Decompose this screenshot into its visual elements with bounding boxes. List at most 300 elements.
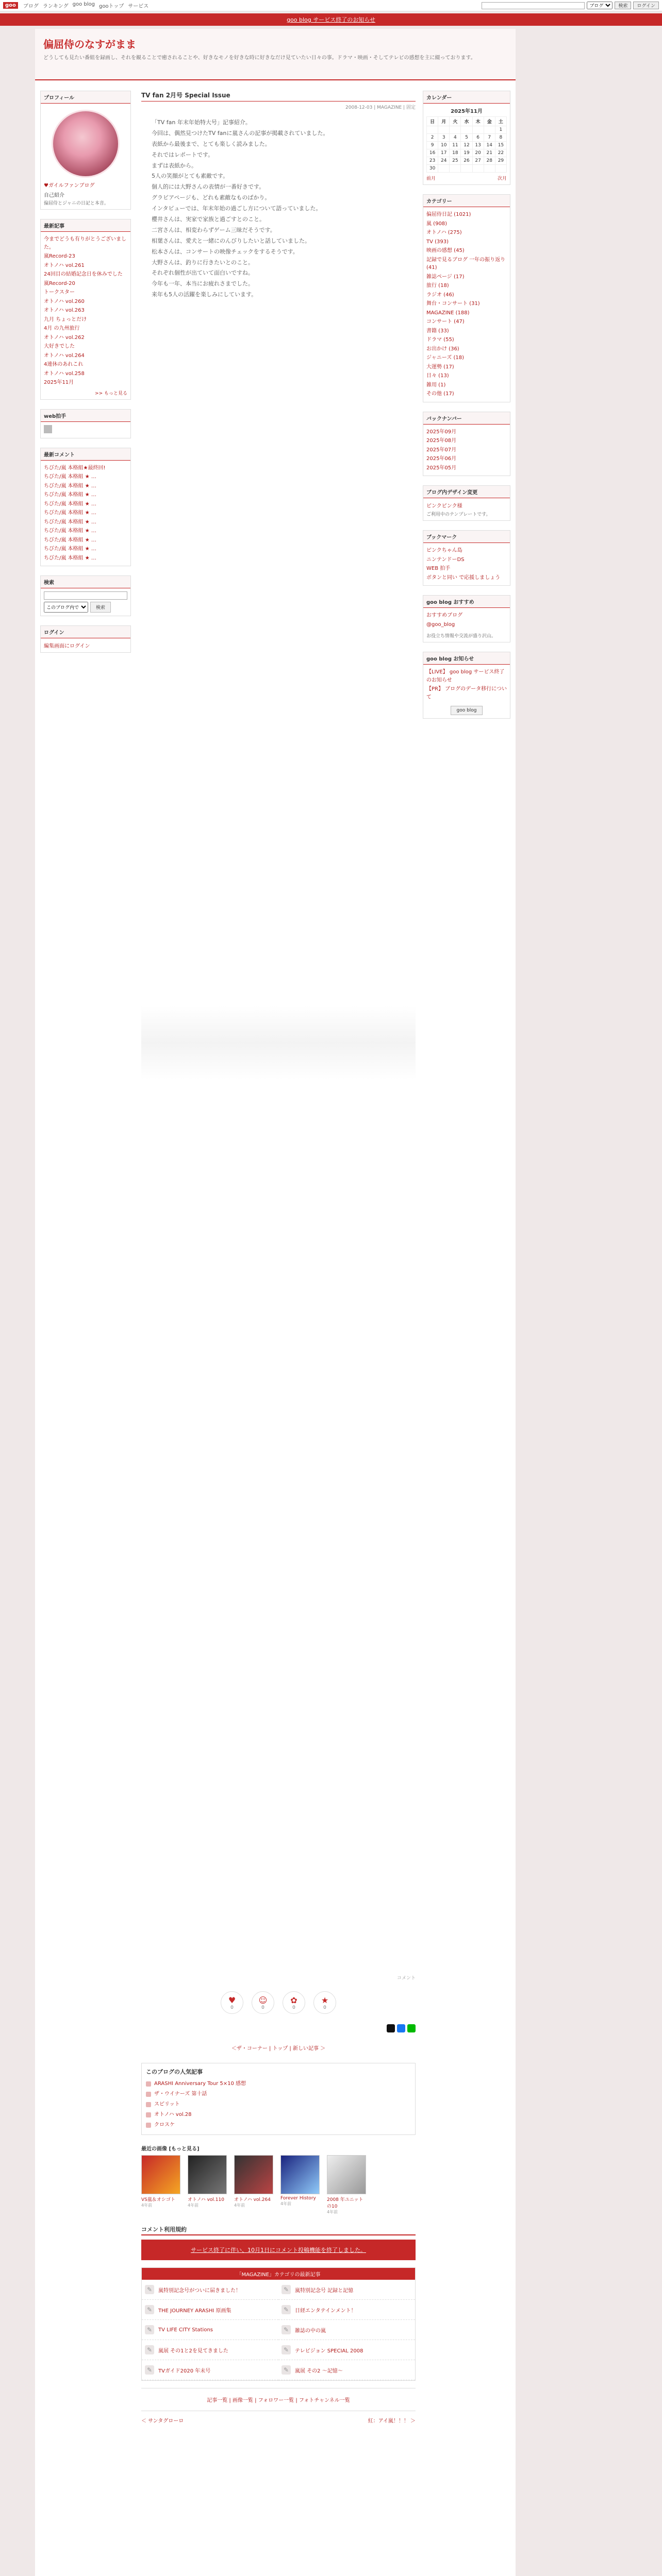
goo-news-list [426,668,507,702]
list-item[interactable]: 2025年09月 [426,429,457,435]
profile-name: 自己紹介 [44,193,64,198]
profile-link[interactable]: ♥ガイルファンブログ [44,183,95,189]
list-item[interactable]: 24回目の結婚記念日を休みでした [44,272,123,277]
category-item[interactable] [278,2300,415,2320]
next-post-link[interactable]: 紅：アイ嵐！！！ ＞ [368,2418,416,2424]
bookmark-list [426,546,507,582]
goo-recommend-text: お役立ち情報や交流が盛り沢山。 [426,634,496,639]
list-item[interactable]: オトノハ vol.263 [44,308,85,313]
left-sidebar [40,91,131,662]
reactions [141,1991,416,2014]
list-item[interactable]: 舞台・コンサート (31) [426,301,480,307]
calendar-day: 23 [427,157,438,165]
category-link[interactable]: THE JOURNEY ARASHI 原画集 [158,2308,231,2314]
share-buttons [141,2024,416,2032]
pencil-icon: ✎ [282,2305,291,2314]
list-item[interactable]: @goo_blog [426,621,455,628]
post-paragraph: 今回は、偶然見つけたTV fanに嵐さんの記事が掲載されていました。 [152,129,329,137]
pencil-icon: ✎ [145,2285,154,2294]
post-meta: 2008-12-03 | MAGAZINE | 固定 [345,105,416,110]
post-pager[interactable]: ＜ザ・コーナー | トップ | 新しい記事 ＞ [231,2046,326,2052]
category-item[interactable] [278,2360,415,2380]
category-link[interactable]: 嵐特別記念号 記録と記憶 [295,2287,354,2294]
calendar-day: 28 [484,157,495,165]
pencil-icon: ✎ [282,2345,291,2354]
category-item[interactable] [278,2320,415,2340]
category-box [423,194,510,402]
comments-heading: 最新コメント [41,448,130,461]
category-item[interactable] [278,2280,415,2300]
calendar-day: 17 [438,149,450,157]
list-item[interactable]: その他 (17) [426,391,454,397]
global-nav [23,2,148,9]
post-paragraph: 松本さんは、コンサートの映像チェックをするそうです。 [152,248,299,255]
calendar-weekday: 日 [427,117,438,126]
recent-comments-box [40,448,131,567]
calendar-day: 16 [427,149,438,157]
pencil-icon: ✎ [282,2365,291,2375]
list-item[interactable]: 【PR】 ブログのデータ移行について [426,686,507,700]
design-box [423,485,510,521]
flower-icon: ✿ [290,1995,297,2005]
goo-news-heading: goo blog お知らせ [423,652,510,665]
calendar-prev[interactable]: 前月 [426,176,436,181]
list-item[interactable]: 日々 (13) [426,373,449,379]
list-item[interactable]: 雑用 (1) [426,382,446,388]
list-item[interactable]: ラジオ (46) [426,292,454,298]
list-item[interactable]: お出かけ (36) [426,346,459,352]
calendar-day: 3 [438,134,450,142]
list-item[interactable]: トークスター [44,290,75,295]
calendar-day: 14 [484,142,495,149]
top-search-button[interactable]: 検索 [615,2,631,9]
thumb-date: 4年前 [141,2203,153,2208]
list-item[interactable]: ちびた/嵐 本格組 ★ … [44,492,96,498]
calendar-day: 20 [472,149,484,157]
pencil-icon: ✎ [282,2325,291,2334]
list-item[interactable]: 嵐 (908) [426,221,448,227]
calendar-day: 4 [450,134,461,142]
goo-logo[interactable]: goo [3,2,18,9]
category-link[interactable]: 雑誌の中の嵐 [295,2328,326,2334]
goo-recommend-heading: goo blog おすすめ [423,596,510,608]
calendar-day: 21 [484,149,495,157]
list-item[interactable]: オトノハ (275) [426,230,462,235]
category-link[interactable]: テレビジョン SPECIAL 2008 [295,2348,363,2354]
bookmark-box [423,530,510,586]
star-icon: ★ [321,1995,329,2005]
list-item[interactable]: コンサート (47) [426,319,465,325]
calendar-heading: カレンダー [423,91,510,104]
bottom-pager [141,2411,416,2429]
archive-heading: バックナンバー [423,412,510,425]
line-share-icon[interactable] [407,2024,416,2032]
calendar-next[interactable]: 次月 [497,176,507,181]
reaction-count: 0 [261,2005,264,2010]
nav-blog[interactable]: ブログ [23,4,39,9]
top-search-scope[interactable] [587,2,613,9]
avatar [52,110,120,178]
profile-heading: プロフィール [41,91,130,104]
recent-posts-box [40,219,131,400]
popular-post-link[interactable]: オトノハ vol.28 [154,2112,192,2117]
list-item[interactable]: 2025年07月 [426,447,457,453]
pencil-icon: ✎ [145,2345,154,2354]
list-item[interactable]: ちびた/嵐 本格組 ★ … [44,519,96,525]
post-icon [146,2081,151,2087]
goo-news-box [423,652,510,719]
post-paragraph: グラビアページも、どれも素敵なものばかり。 [152,194,271,201]
main-content [141,91,416,2429]
post-paragraph: 今年も一年、本当にお疲れさまでした。 [152,280,254,287]
search-heading: 検索 [41,576,130,588]
reaction-count: 0 [323,2005,326,2010]
calendar-day [427,126,438,134]
comments-closed-banner [141,2240,416,2260]
goo-recommend-box [423,595,510,642]
recent-list [44,235,127,387]
smile-icon: ☺ [258,1995,268,2005]
calendar-day [461,126,472,134]
popular-posts-box [141,2063,416,2135]
calendar-day: 5 [461,134,472,142]
calendar-day: 1 [495,126,506,134]
calendar-day: 7 [484,134,495,142]
thumb-caption[interactable]: 2008 年ユニットの10 [327,2197,363,2209]
list-item[interactable]: ピンクちゃん島 [426,548,462,553]
calendar-day: 8 [495,134,506,142]
thumb-date: 4年前 [280,2201,292,2206]
thumb-caption[interactable]: Forever History [280,2196,316,2201]
blog-page [35,29,516,2576]
category-link[interactable]: 嵐展 その2 ～記憶～ [295,2368,343,2374]
category-item[interactable] [142,2340,278,2360]
list-item[interactable]: 記録で見るブログ 一年の振り返り (41) [426,257,506,270]
recent-more-link[interactable]: >> もっと見る [95,391,127,396]
calendar-day: 25 [450,157,461,165]
calendar-day [472,126,484,134]
web-clap-box [40,409,131,438]
thumb-caption[interactable]: VS嵐＆オシゴト [141,2197,175,2202]
prev-post-link[interactable]: ＜ サンタグローロ [141,2418,184,2424]
blog-header [35,29,516,80]
calendar-day: 10 [438,142,450,149]
nav-services[interactable]: サービス [128,4,149,9]
list-item[interactable]: 嵐Record-23 [44,253,75,259]
top-search [482,2,659,9]
thumb-image[interactable] [188,2155,227,2194]
thumb-date: 4年前 [327,2210,338,2214]
nav-ranking[interactable]: ランキング [42,4,69,9]
list-item[interactable]: 書籍 (33) [426,328,449,334]
list-item[interactable]: おすすめブログ [426,613,463,618]
recent-images [141,2144,416,2215]
list-item[interactable]: 4連休のあれこれ [44,362,84,367]
list-item[interactable]: ちびた/嵐 本格組★最終回! [44,465,106,471]
goo-recommend-list [426,611,507,629]
search-scope-select[interactable] [44,602,88,613]
calendar-box [423,91,510,185]
calendar-weekday: 火 [450,117,461,126]
popular-post-link[interactable]: ザ・ウイナーズ 第十話 [154,2091,207,2097]
list-item[interactable]: ちびた/嵐 本格組 ★ … [44,501,96,507]
top-login-button[interactable]: ログイン [633,2,659,9]
list-item[interactable]: ちびた/嵐 本格組 ★ … [44,555,96,561]
calendar-weekday: 木 [472,117,484,126]
list-item[interactable]: 偏屈侍日記 (1021) [426,212,471,217]
post-paragraph: 「TV fan 年末年始特大号」記事紹介。 [152,119,251,126]
list-item[interactable]: WEB 拍手 [426,566,451,571]
thumb-image[interactable] [234,2155,273,2194]
popular-post-link[interactable]: クロスケ [154,2122,175,2128]
right-sidebar [423,91,510,728]
design-heading: ブログ内デザイン変更 [423,486,510,498]
login-heading: ログイン [41,626,130,638]
profile-box [40,91,131,210]
pencil-icon: ✎ [145,2325,154,2334]
list-item[interactable]: ちびた/嵐 本格組 ★ … [44,510,96,516]
list-item[interactable] [146,2110,411,2120]
calendar-day [438,126,450,134]
calendar-day: 12 [461,142,472,149]
post-comment-label[interactable]: コメント [396,1976,416,1981]
nav-goo-blog[interactable]: goo blog [72,2,95,7]
calendar-day: 13 [472,142,484,149]
category-item[interactable] [278,2340,415,2360]
list-item[interactable]: 映画の感想 (45) [426,248,465,253]
list-item[interactable]: ドラマ (55) [426,337,454,343]
calendar-day: 24 [438,157,450,165]
pencil-icon: ✎ [282,2285,291,2294]
top-search-input[interactable] [482,2,585,9]
category-item[interactable] [142,2300,278,2320]
list-item[interactable]: 2025年08月 [426,438,457,444]
calendar-day: 18 [450,149,461,157]
list-item[interactable]: 大好きでした [44,344,75,349]
calendar-day [484,126,495,134]
recent-images-heading[interactable]: 最近の画像 [もっと見る] [141,2146,200,2152]
calendar-day [461,165,472,173]
bookmark-heading: ブックマーク [423,531,510,543]
list-item[interactable]: ちびた/嵐 本格組 ★ … [44,528,96,534]
list-item[interactable]: オトノハ vol.264 [44,352,85,359]
list-item[interactable]: オトノハ vol.261 [44,262,85,268]
calendar-day: 6 [472,134,484,142]
image-thumb[interactable] [280,2155,320,2215]
post-paragraph: それぞれ個性が出ていて面白いですね。 [152,269,254,277]
thumb-image[interactable] [141,2155,180,2194]
post-icon [146,2092,151,2097]
category-item[interactable] [142,2360,278,2380]
list-item[interactable]: 大運勢 (17) [426,364,454,370]
list-item[interactable]: 【LIVE】 goo blog サービス終了のお知らせ [426,669,505,683]
post-paragraph: インタビューでは、年末年始の過ごし方について語っていました。 [152,205,322,212]
list-item[interactable]: 2025年05月 [426,465,457,471]
reaction-smile[interactable] [252,1991,274,2014]
pencil-icon: ✎ [145,2365,154,2375]
global-topbar [0,0,662,11]
calendar-day: 9 [427,142,438,149]
list-item[interactable]: オトノハ vol.258 [44,370,85,377]
list-item[interactable]: 嵐Record-20 [44,280,75,286]
list-item[interactable]: ジャニーズ (18) [426,355,465,361]
web-clap-heading: web拍手 [41,410,130,422]
category-link[interactable]: TVガイド2020 年末号 [158,2368,211,2374]
post-icon [146,2123,151,2128]
calendar-day: 11 [450,142,461,149]
reaction-flower[interactable] [283,1991,305,2014]
list-item[interactable]: ボタンと同い で応援しましょう [426,574,501,581]
service-end-announce [0,13,662,26]
login-link[interactable]: 編集画面にログイン [44,643,90,649]
design-link[interactable]: ピンクピンク様 [426,503,462,509]
profile-text: 偏屈侍とジャニの日記と本音。 [44,201,109,206]
list-item[interactable] [146,2079,411,2089]
comments-list [44,464,127,563]
calendar-weekday: 金 [484,117,495,126]
nav-goo-top[interactable]: gooトップ [98,4,124,9]
calendar-month: 2025年11月 [451,109,483,114]
post-paragraph: 相葉さんは、愛犬と一緒にのんびりしたいと話していました。 [152,237,310,244]
calendar-weekday: 土 [495,117,506,126]
thumb-date: 4年前 [234,2203,245,2208]
list-item[interactable]: オトノハ vol.262 [44,334,85,341]
recent-heading: 最新記事 [41,219,130,232]
thumb-image[interactable] [327,2155,366,2194]
facebook-share-icon[interactable] [397,2024,405,2032]
calendar-day: 30 [427,165,438,173]
bottom-nav[interactable]: 記事一覧 | 画像一覧 | フォロワー一覧 | フォトチャンネル一覧 [141,2388,416,2411]
pencil-icon: ✎ [145,2305,154,2314]
list-item[interactable]: 雑誌ページ (17) [426,274,465,280]
comments-closed-link[interactable]: サービス終了に伴い、10月1日にコメント投稿機能を終了しました。 [191,2247,366,2253]
list-item[interactable]: ちびた/嵐 本格組 ★ … [44,483,96,489]
category-link[interactable]: 日経エンタテインメント！ [295,2308,356,2314]
post-title[interactable]: TV fan 2月号 Special Issue [141,91,416,101]
list-item[interactable] [146,2120,411,2130]
post-icon [146,2112,151,2117]
post-paragraph: 二宮さんは、相変わらずゲーム三昧だそうです。 [152,226,276,233]
list-item[interactable]: 九月 ちょっとだけ [44,316,87,323]
announce-link[interactable]: goo blog サービス終了のお知らせ [287,16,375,23]
reaction-star[interactable] [313,1991,336,2014]
category-link[interactable]: 嵐特別記念号がついに届きました！ [158,2287,241,2294]
calendar-weekday: 月 [438,117,450,126]
list-item[interactable] [146,2099,411,2110]
archive-box [423,412,510,477]
sidebar-search-input[interactable] [44,591,127,600]
list-item[interactable]: TV (393) [426,239,449,245]
category-link[interactable]: TV LIFE CITY Stations [158,2327,213,2333]
comments-section [141,2225,416,2260]
calendar-day [484,165,495,173]
calendar-day [450,126,461,134]
calendar-day: 22 [495,149,506,157]
post-icon [146,2102,151,2107]
post-paragraph: 大野さんは、釣りに行きたいとのこと。 [152,259,254,266]
calendar-day: 19 [461,149,472,157]
popular-post-link[interactable]: スピリット [154,2102,180,2107]
list-item[interactable]: ニンテンドーDS [426,556,465,563]
post-body [141,115,416,1970]
calendar-day [472,165,484,173]
image-thumb[interactable] [327,2155,366,2215]
post-paragraph: 来年も5人の活躍を楽しみにしています。 [152,291,257,298]
list-item[interactable]: MAGAZINE (188) [426,310,470,316]
list-item[interactable]: 4月 の九州旅行 [44,326,80,331]
x-share-icon[interactable] [387,2024,395,2032]
post-paragraph: 櫻井さんは、実家で家族と過ごすとのこと。 [152,216,265,223]
calendar-day: 26 [461,157,472,165]
thumb-date: 4年前 [188,2203,199,2208]
popular-post-link[interactable]: ARASHI Anniversary Tour 5×10 感想 [154,2081,246,2087]
heart-icon: ♥ [228,1995,236,2005]
list-item[interactable]: ちびた/嵐 本格組 ★ … [44,474,96,480]
calendar-day: 27 [472,157,484,165]
list-item[interactable]: 2025年11月 [44,380,74,385]
calendar-day [450,165,461,173]
category-link[interactable]: 嵐展 その1と2を見てきました [158,2348,228,2354]
calendar-weekday: 水 [461,117,472,126]
image-thumb[interactable] [234,2155,273,2215]
list-item[interactable]: 旅行 (18) [426,283,449,289]
blog-title[interactable]: 偏屈侍のなすがまま [43,38,136,50]
calendar-table [426,116,507,173]
thumb-image[interactable] [280,2155,320,2194]
post-paragraph: 個人的には大野さんの表情が一番好きです。 [152,183,265,191]
clap-icon[interactable] [44,425,52,433]
image-thumb[interactable] [141,2155,180,2215]
reaction-count: 0 [292,2005,295,2010]
image-thumb[interactable] [188,2155,227,2215]
thumb-caption[interactable]: オトノハ vol.264 [234,2197,271,2202]
calendar-day: 15 [495,142,506,149]
goo-blog-button[interactable]: goo blog [451,706,482,715]
calendar-day [438,165,450,173]
list-item[interactable]: ちびた/嵐 本格組 ★ … [44,546,96,552]
search-box [40,575,131,616]
design-text: ご利用中のテンプレートです。 [426,512,491,517]
category-heading: カテゴリー [423,195,510,207]
blog-description: どうしても見たい番組を録画し、それを観ることで癒されることや、好きなモノを好きな時に好きなだけ見ていたい日々の事。ドラマ・映画・そしてテレビの感想を主に綴っております。 [43,55,476,61]
archive-list [426,428,507,473]
list-item[interactable]: ちびた/嵐 本格組 ★ … [44,537,96,543]
category-item[interactable] [142,2320,278,2340]
list-item[interactable]: オトノハ vol.260 [44,298,85,304]
comments-section-title[interactable]: コメント利用規約 [141,2225,416,2235]
reaction-heart[interactable] [221,1991,243,2014]
list-item[interactable]: 2025年06月 [426,456,457,462]
category-item[interactable] [142,2280,278,2300]
calendar-day: 2 [427,134,438,142]
calendar-day: 29 [495,157,506,165]
post-paragraph: 表紙から最後まで、とても楽しく読みました。 [152,140,271,147]
thumb-caption[interactable]: オトノハ vol.110 [188,2197,224,2202]
post-paragraph: まずは表紙から。 [152,162,197,169]
popular-heading: このブログの人気記事 [146,2069,203,2075]
post-paragraph: 5人の笑顔がとても素敵です。 [152,173,229,180]
login-box [40,625,131,653]
post-paragraph: それではレポートです。 [152,151,214,158]
category-latest-heading: 「MAGAZINE」カテゴリの最新記事 [142,2268,415,2280]
list-item[interactable]: 今までどうも有りがとうございました。 [44,236,126,250]
calendar-day [495,165,506,173]
list-item[interactable] [146,2089,411,2099]
reaction-count: 0 [230,2005,234,2010]
sidebar-search-button[interactable]: 検索 [90,602,111,613]
category-latest-box [141,2267,416,2381]
category-list [426,210,507,399]
